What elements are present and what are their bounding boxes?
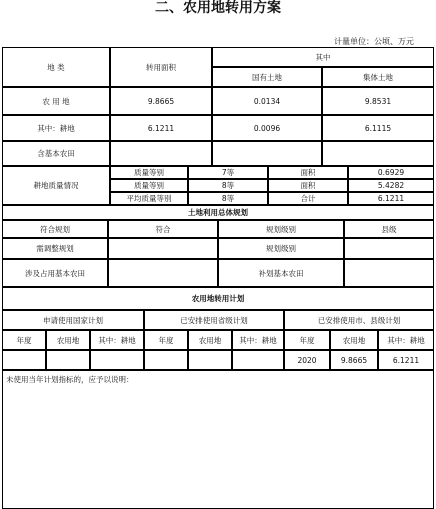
annual-city-arable: 其中：耕地 xyxy=(378,330,434,350)
planning-heading: 土地利用总体规划 xyxy=(2,205,434,220)
annual-national-arable-value xyxy=(90,350,144,370)
header-among: 其中 xyxy=(212,47,434,67)
quality-grade-label-1: 质量等别 xyxy=(110,166,188,179)
note-explanation: 未使用当年计划指标的，应予以说明： xyxy=(2,370,434,509)
annual-city-arable-value: 6.1211 xyxy=(378,350,434,370)
annual-apply-national: 申请使用国家计划 xyxy=(2,310,144,330)
quality-grade-3: 8等 xyxy=(188,192,268,205)
quality-value-3: 6.1211 xyxy=(348,192,434,205)
row-agri-collective: 9.8531 xyxy=(322,87,434,115)
annual-national-arable: 其中：耕地 xyxy=(90,330,144,350)
quality-grade-1: 7等 xyxy=(188,166,268,179)
header-collective: 集体土地 xyxy=(322,67,434,87)
quality-grade-label-2: 质量等别 xyxy=(110,179,188,192)
header-state-owned: 国有土地 xyxy=(212,67,322,87)
annual-provincial-arable-value xyxy=(232,350,284,370)
row-arable-collective: 6.1115 xyxy=(322,115,434,141)
planning-basic-farmland-label: 涉及占用基本农田 xyxy=(2,259,108,287)
annual-provincial-year-value xyxy=(144,350,188,370)
planning-conform-label: 符合规划 xyxy=(2,220,108,238)
annual-arranged-city: 已安排使用市、县级计划 xyxy=(284,310,434,330)
quality-measure-label-2: 面积 xyxy=(268,179,348,192)
row-basic-farmland-state xyxy=(212,141,322,166)
row-basic-farmland-total xyxy=(110,141,212,166)
planning-supplement-value xyxy=(344,259,434,287)
planning-conform-value: 符合 xyxy=(108,220,218,238)
planning-plan-level-label: 规划级别 xyxy=(218,220,344,238)
annual-provincial-agri-value xyxy=(188,350,232,370)
row-agri-total: 9.8665 xyxy=(110,87,212,115)
header-land-type: 地 类 xyxy=(2,47,110,87)
row-arable-label: 其中：耕地 xyxy=(2,115,110,141)
row-agri-label: 农 用 地 xyxy=(2,87,110,115)
header-converted-area: 转用面积 xyxy=(110,47,212,87)
quality-section-label: 耕地质量情况 xyxy=(2,166,110,205)
quality-value-2: 5.4282 xyxy=(348,179,434,192)
annual-national-year-value xyxy=(2,350,46,370)
annual-provincial-arable: 其中：耕地 xyxy=(232,330,284,350)
planning-adjust-label: 需调整规划 xyxy=(2,238,108,259)
planning-adjust-level-label: 规划级别 xyxy=(218,238,344,259)
quality-value-1: 0.6929 xyxy=(348,166,434,179)
planning-adjust-value xyxy=(108,238,218,259)
page-title: 二、农用地转用方案 xyxy=(155,0,281,16)
quality-grade-label-3: 平均质量等别 xyxy=(110,192,188,205)
annual-provincial-year: 年度 xyxy=(144,330,188,350)
quality-grade-2: 8等 xyxy=(188,179,268,192)
planning-basic-farmland-value xyxy=(108,259,218,287)
row-arable-total: 6.1211 xyxy=(110,115,212,141)
row-arable-state: 0.0096 xyxy=(212,115,322,141)
annual-city-agri-value: 9.8665 xyxy=(330,350,378,370)
quality-measure-label-1: 面积 xyxy=(268,166,348,179)
quality-measure-label-3: 合计 xyxy=(268,192,348,205)
annual-national-agri: 农用地 xyxy=(46,330,90,350)
planning-adjust-level-value xyxy=(344,238,434,259)
row-agri-state: 0.0134 xyxy=(212,87,322,115)
row-basic-farmland-label: 含基本农田 xyxy=(2,141,110,166)
annual-city-year-value: 2020 xyxy=(284,350,330,370)
planning-supplement-label: 补划基本农田 xyxy=(218,259,344,287)
annual-provincial-agri: 农用地 xyxy=(188,330,232,350)
annual-national-year: 年度 xyxy=(2,330,46,350)
row-basic-farmland-collective xyxy=(322,141,434,166)
annual-city-agri: 农用地 xyxy=(330,330,378,350)
annual-city-year: 年度 xyxy=(284,330,330,350)
planning-level-value: 县级 xyxy=(344,220,434,238)
annual-heading: 农用地转用计划 xyxy=(2,287,434,310)
annual-arranged-provincial: 已安排使用省级计划 xyxy=(144,310,284,330)
unit-label: 计量单位：公顷、万元 xyxy=(334,37,414,46)
annual-national-agri-value xyxy=(46,350,90,370)
